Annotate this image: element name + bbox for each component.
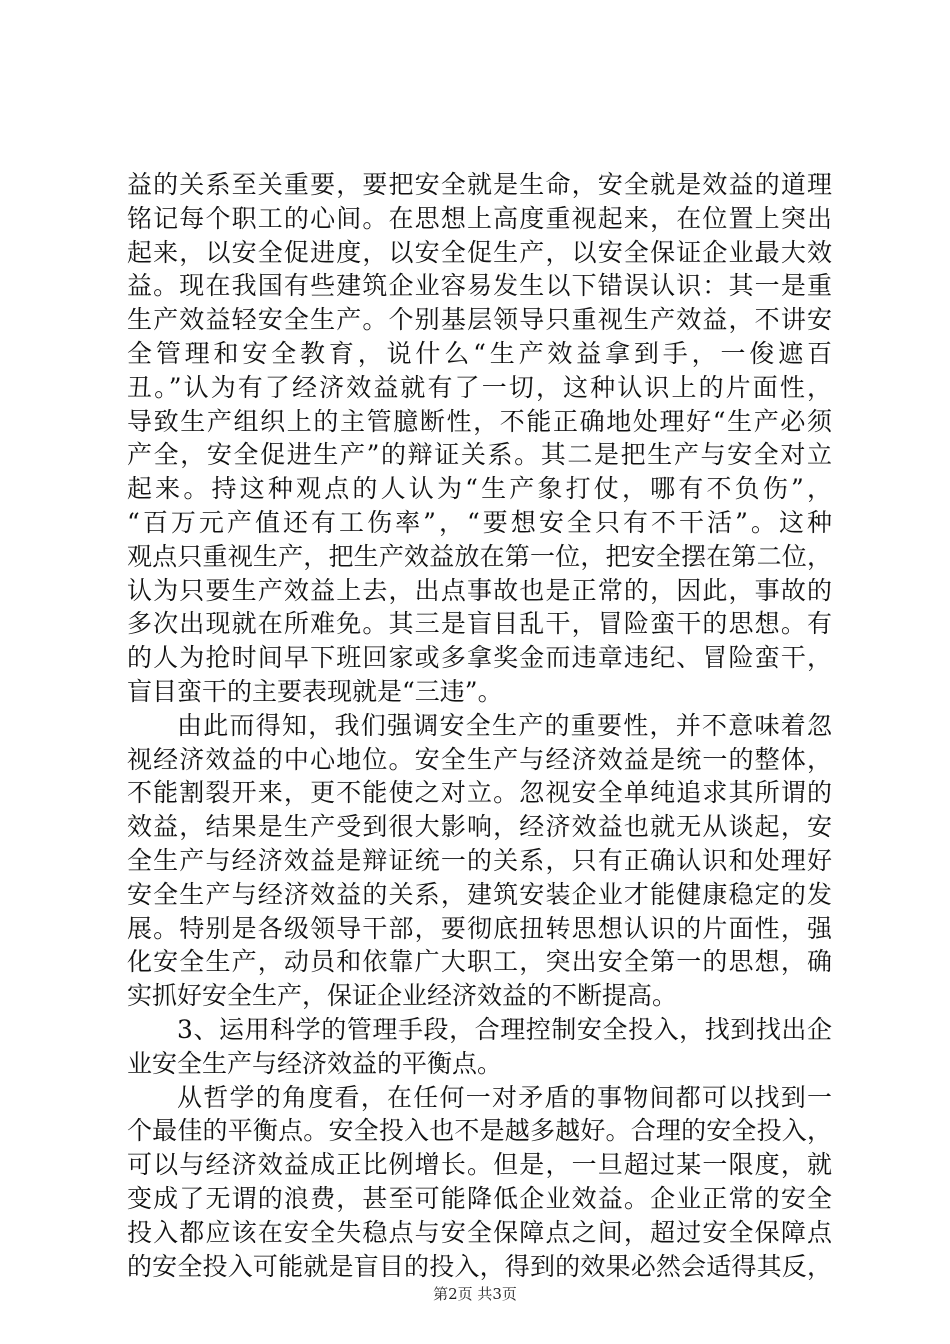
text-line: 展。特别是各级领导干部，要彻底扭转思想认识的片面性，强 <box>127 913 832 943</box>
text-line: 化安全生产，动员和依靠广大职工，突出安全第一的思想，确 <box>127 947 832 977</box>
text-line: 益。现在我国有些建筑企业容易发生以下错误认识：其一是重 <box>127 271 832 301</box>
body-text <box>127 168 832 1283</box>
page-footer <box>0 1284 950 1304</box>
text-line: 多次出现就在所难免。其三是盲目乱干，冒险蛮干的思想。有 <box>127 609 832 639</box>
paragraph-start-line: 从哲学的角度看，在任何一对矛盾的事物间都可以找到一 <box>177 1082 832 1112</box>
text-line: 起来。持这种观点的人认为“生产象打仗，哪有不负伤”， <box>127 474 832 504</box>
text-line: 实抓好安全生产，保证企业经济效益的不断提高。 <box>127 981 678 1011</box>
text-line: 个最佳的平衡点。安全投入也不是越多越好。合理的安全投入， <box>127 1116 832 1146</box>
text-line: 可以与经济效益成正比例增长。但是，一旦超过某一限度，就 <box>127 1150 832 1180</box>
text-line: 投入都应该在安全失稳点与安全保障点之间，超过安全保障点 <box>127 1217 832 1247</box>
text-line: 起来，以安全促进度，以安全促生产，以安全保证企业最大效 <box>127 237 832 267</box>
text-line: 生产效益轻安全生产。个别基层领导只重视生产效益，不讲安 <box>127 305 832 335</box>
text-line: 导致生产组织上的主管臆断性，不能正确地处理好“生产必须 <box>127 406 832 436</box>
text-line: 观点只重视生产，把生产效益放在第一位，把安全摆在第二位， <box>127 541 832 571</box>
section-heading-line: 3、运用科学的管理手段，合理控制安全投入，找到找出企 <box>177 1014 832 1044</box>
text-line: 认为只要生产效益上去，出点事故也是正常的，因此，事故的 <box>127 575 832 605</box>
text-line: 变成了无谓的浪费，甚至可能降低企业效益。企业正常的安全 <box>127 1183 832 1213</box>
text-line: 铭记每个职工的心间。在思想上高度重视起来，在位置上突出 <box>127 203 832 233</box>
text-line: 益的关系至关重要，要把安全就是生命，安全就是效益的道理 <box>127 170 832 199</box>
text-line: 全管理和安全教育，说什么“生产效益拿到手，一俊遮百 <box>127 338 832 368</box>
text-line: 全生产与经济效益是辩证统一的关系，只有正确认识和处理好 <box>127 845 832 875</box>
text-line: 视经济效益的中心地位。安全生产与经济效益是统一的整体， <box>127 744 832 774</box>
text-line: 效益，结果是生产受到很大影响，经济效益也就无从谈起，安 <box>127 812 832 842</box>
paragraph-start-line: 由此而得知，我们强调安全生产的重要性，并不意味着忽 <box>177 710 832 740</box>
text-line: 安全生产与经济效益的关系，建筑安装企业才能健康稳定的发 <box>127 879 832 909</box>
text-line: 丑。”认为有了经济效益就有了一切，这种认识上的片面性， <box>127 372 832 402</box>
section-heading-line: 业安全生产与经济效益的平衡点。 <box>127 1048 503 1078</box>
text-line: 盲目蛮干的主要表现就是“三违”。 <box>127 676 503 706</box>
text-line: 的人为抢时间早下班回家或多拿奖金而违章违纪、冒险蛮干， <box>127 643 832 673</box>
text-line: “百万元产值还有工伤率”，“要想安全只有不干活”。这种 <box>127 507 832 537</box>
text-line: 产全，安全促进生产”的辩证关系。其二是把生产与安全对立 <box>127 440 832 470</box>
page-number-label: 第2页 共3页 <box>433 1285 517 1303</box>
text-line: 的安全投入可能就是盲目的投入，得到的效果必然会适得其反， <box>127 1251 832 1281</box>
text-line: 不能割裂开来，更不能使之对立。忽视安全单纯追求其所谓的 <box>127 778 832 808</box>
